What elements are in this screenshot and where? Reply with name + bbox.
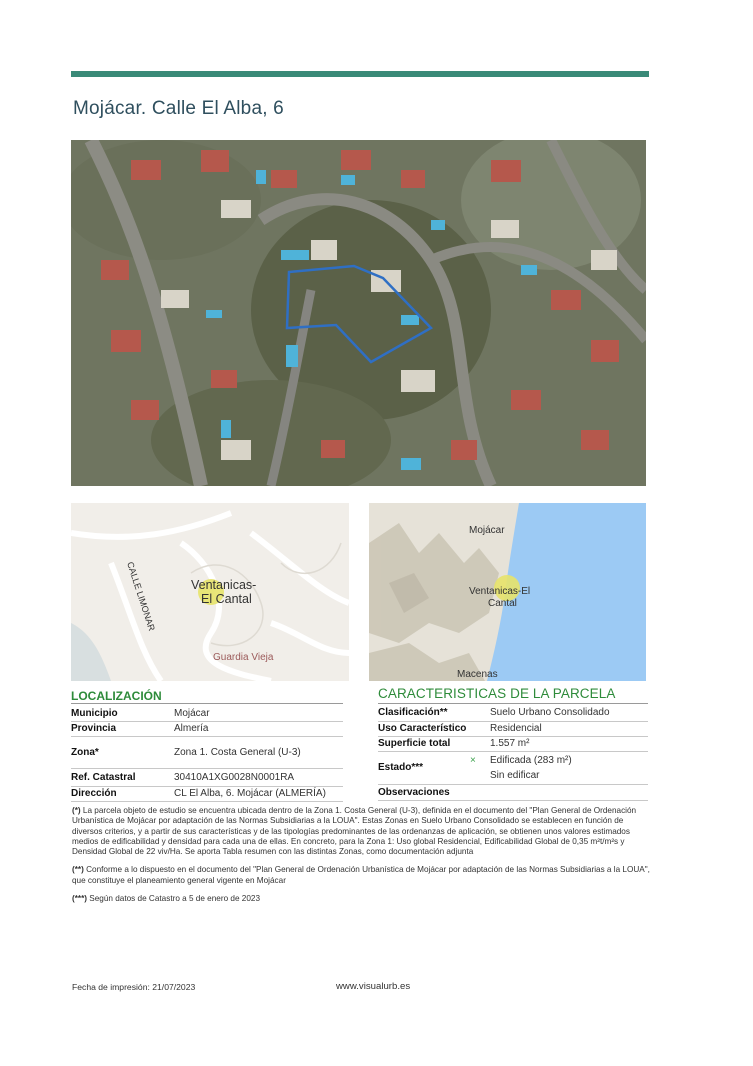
estado-option-sin-edificar: Sin edificar (490, 769, 540, 781)
map-left-area-label: Guardia Vieja (213, 652, 274, 663)
row-key: Clasificación** (378, 705, 490, 721)
row-value: Mojácar (174, 706, 343, 721)
row-value: CL El Alba, 6. Mojácar (ALMERÍA) (174, 786, 343, 801)
table-row (378, 721, 648, 736)
caracteristicas-table (378, 705, 648, 801)
row-key: Ref. Catastral (71, 768, 174, 786)
table-row (71, 706, 343, 721)
map-right-label-top: Mojácar (469, 525, 505, 536)
row-key: Municipio (71, 706, 174, 721)
row-key: Zona* (71, 736, 174, 768)
caracteristicas-divider (378, 703, 648, 704)
row-key: Dirección (71, 786, 174, 801)
footnote-1: (*) La parcela objeto de estudio se encuentra ubicada dentro de la Zona 1. Costa General (U-3), definida en el documento del "Plan General de Ordenación Urbanística de Mojácar por adaptación de las Normas Subsidiarias a la LOUA". Estas Zonas en Suelo Urbano Consolidado se establecen en función de diversos criterios, y a partir de sus características y de las tipologías predominantes de las ordenanzas de aplicación, se obtienen unos valores estimados medios de edificabilidad y densidad para cada una de ellas. En concreto, para la Zona 1: Uso global Residencial, Edificabilidad Global de 0,35 m²t/m²s y Densidad Global de 22 viv/Ha. Se aporta Tabla resumen con las distintas Zonas, como documentación adjunta (72, 806, 637, 857)
map-right-label-bottom: Macenas (457, 669, 498, 680)
localizacion-table (71, 706, 343, 802)
row-value: Residencial (490, 721, 648, 736)
row-key: Estado*** (378, 751, 490, 784)
row-key: Provincia (71, 721, 174, 736)
table-row (378, 705, 648, 721)
row-key: Observaciones (378, 784, 490, 800)
row-key: Uso Característico (378, 721, 490, 736)
locator-map-terrain (369, 503, 646, 681)
table-row (378, 784, 648, 800)
header-accent-bar (71, 71, 649, 77)
aerial-photo (71, 140, 646, 486)
selected-x-icon: × (470, 754, 476, 766)
localizacion-heading: LOCALIZACIÓN (71, 689, 162, 703)
table-row (71, 786, 343, 801)
row-value (490, 784, 648, 800)
website-link[interactable]: www.visualurb.es (336, 981, 411, 992)
map-left-label-1: Ventanicas- (191, 578, 257, 592)
table-row (71, 721, 343, 736)
locator-map-street (71, 503, 349, 681)
map-right-label-2: Cantal (488, 598, 517, 609)
map-left-label-2: El Cantal (201, 592, 252, 606)
row-key: Superficie total (378, 736, 490, 751)
table-row (378, 736, 648, 751)
page-title: Mojácar. Calle El Alba, 6 (73, 98, 284, 119)
footnote-3: (***) Según datos de Catastro a 5 de enero de 2023 (72, 894, 260, 904)
row-value: Zona 1. Costa General (U-3) (174, 736, 343, 768)
footnotes (72, 806, 652, 912)
table-row (71, 768, 343, 786)
table-row (378, 751, 648, 784)
estado-option-edificada: Edificada (283 m²) (490, 754, 572, 766)
row-value: Almería (174, 721, 343, 736)
map-right-label-1: Ventanicas-El (469, 586, 531, 597)
caracteristicas-heading: CARACTERISTICAS DE LA PARCELA (378, 686, 616, 701)
map-left-street-label: CALLE LIMONAR (125, 560, 157, 633)
cadastral-reference: 30410A1XG0028N0001RA (174, 768, 343, 786)
localizacion-divider (71, 703, 343, 704)
print-date: Fecha de impresión: 21/07/2023 (72, 982, 196, 992)
table-row (71, 736, 343, 768)
footnote-2: (**) Conforme a lo dispuesto en el documento del "Plan General de Ordenación Urbanística de Mojácar por adaptación de las Normas Subsidiarias a la LOUA", que constituye el planeamiento general vigente en Mojácar (72, 865, 650, 885)
row-value: 1.557 m² (490, 736, 648, 751)
row-value: Suelo Urbano Consolidado (490, 705, 648, 721)
